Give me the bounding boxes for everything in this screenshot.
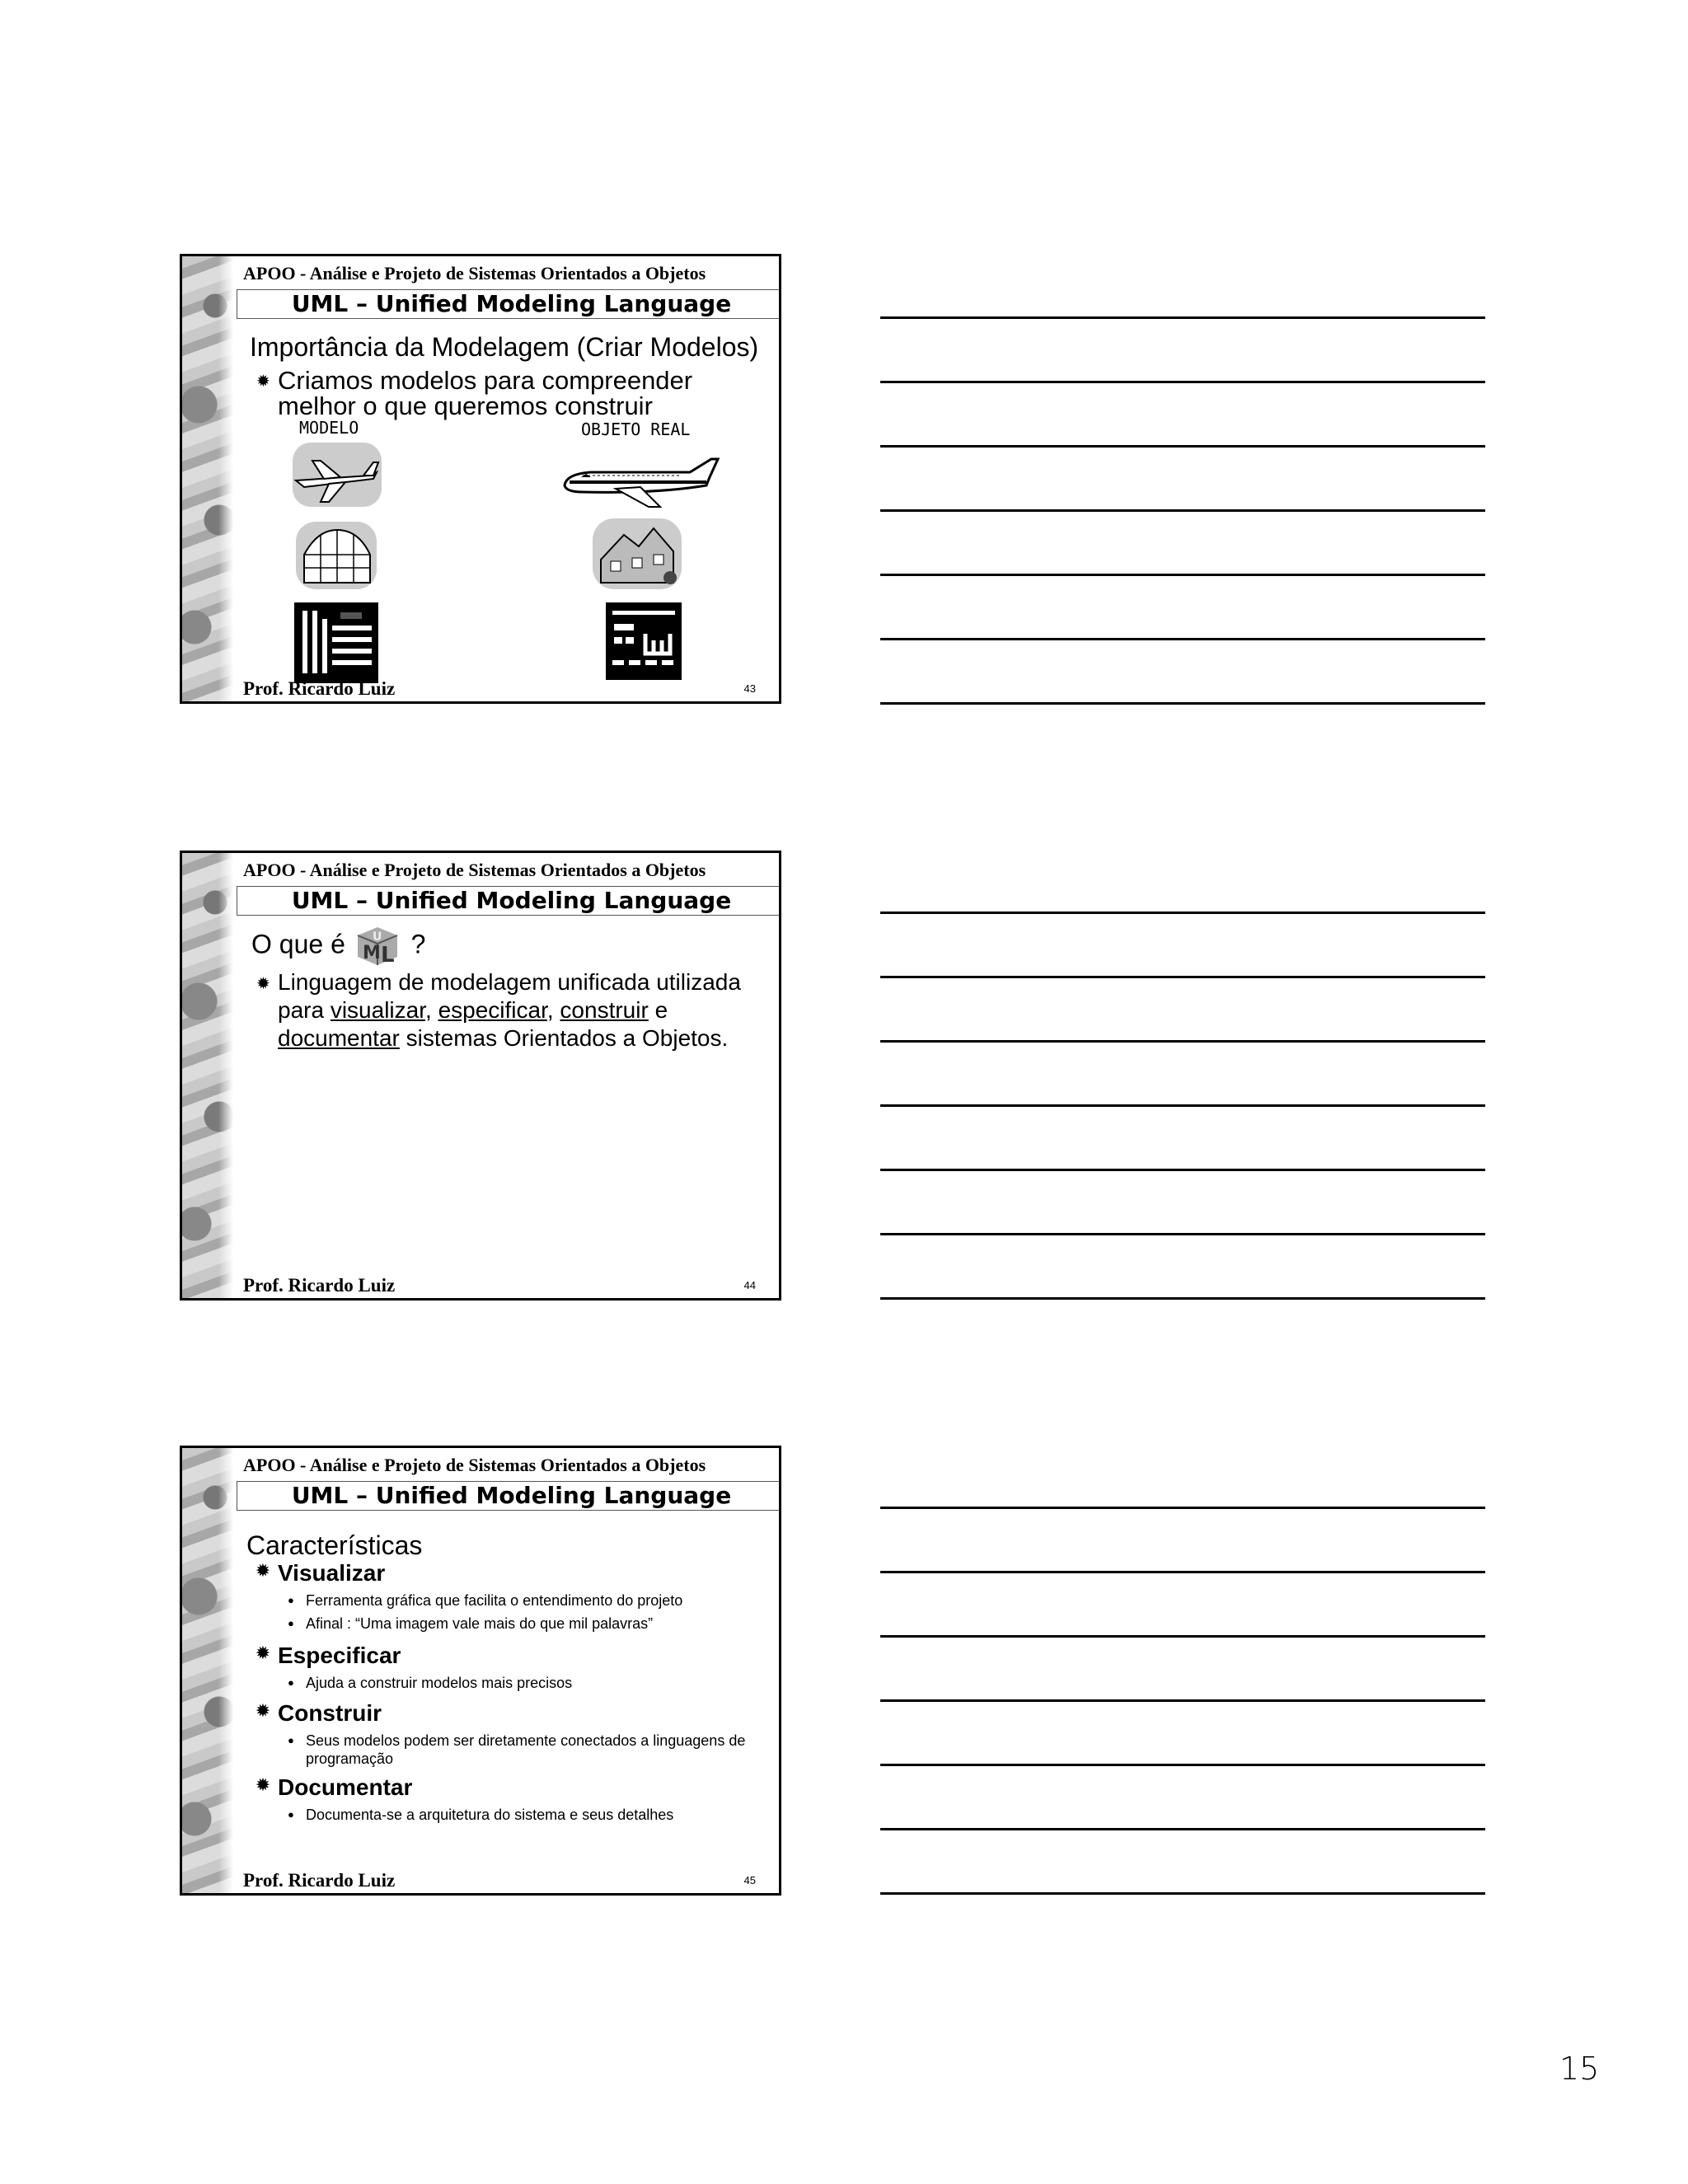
greenhouse-model-icon: [293, 518, 380, 593]
bullet-icon: ✹: [256, 975, 270, 993]
building-plan-icon: [604, 601, 683, 682]
heading-suffix: ?: [410, 929, 426, 959]
slide-footer: Prof. Ricardo Luiz: [243, 1275, 396, 1296]
bullet-line: documentar sistemas Orientados a Objetos.: [278, 1025, 729, 1051]
link-documentar: documentar: [278, 1025, 400, 1051]
note-line: [880, 912, 1485, 914]
gear-sidebar-image: [182, 256, 233, 701]
bullet-line: Linguagem de modelagem unificada utilizada: [278, 969, 741, 995]
uml-logo-icon: [354, 926, 402, 967]
label-real-object: OBJETO REAL: [581, 419, 691, 439]
slide-heading: Características: [246, 1530, 423, 1560]
slide-number: 44: [743, 1279, 756, 1291]
slide-title: UML – Unified Modeling Language: [237, 1481, 781, 1511]
note-line: [880, 1892, 1485, 1895]
note-line: [880, 316, 1485, 319]
sub-bullet-item: ● Ferramenta gráfica que facilita o entendimento do projeto: [288, 1592, 683, 1609]
gear-sidebar-image: [182, 1448, 233, 1893]
airliner-icon: [558, 452, 723, 510]
sub-bullet-item: ● Seus modelos podem ser diretamente conectados a linguagens de programação: [288, 1732, 746, 1767]
note-line: [880, 509, 1485, 512]
link-construir: construir: [560, 997, 649, 1023]
bullet-item: ✹ Documentar: [256, 1774, 413, 1800]
note-line: [880, 1571, 1485, 1573]
heading-prefix: O que é: [251, 929, 345, 959]
slide-title: UML – Unified Modeling Language: [237, 289, 781, 319]
link-especificar: especificar: [438, 997, 547, 1023]
slide-45: [180, 1446, 781, 1896]
sub-bullet-item: ● Ajuda a construir modelos mais precisos: [288, 1675, 573, 1691]
bullet-icon: ✹: [256, 1645, 270, 1662]
note-line: [880, 702, 1485, 705]
slide-footer: Prof. Ricardo Luiz: [243, 678, 396, 699]
sub-bullet-icon: ●: [288, 1808, 294, 1821]
note-line: [880, 1699, 1485, 1702]
bullet-item: [256, 968, 772, 1052]
bullet-icon: ✹: [256, 1703, 270, 1720]
slide-heading: [251, 926, 425, 967]
slide-heading: Importância da Modelagem (Criar Modelos): [250, 332, 759, 362]
note-line: [880, 638, 1485, 640]
sub-bullet-icon: ●: [288, 1594, 294, 1606]
bullet-item: [256, 366, 772, 420]
note-line: [880, 381, 1485, 383]
note-line: [880, 976, 1485, 978]
bullet-item: ✹ Visualizar: [256, 1560, 386, 1586]
slide-number: 43: [743, 682, 756, 695]
slide-43: [180, 254, 781, 704]
bullet-item: ✹ Construir: [256, 1700, 382, 1726]
slide-footer: Prof. Ricardo Luiz: [243, 1870, 396, 1891]
svg-text:U: U: [372, 930, 382, 944]
sub-bullet-icon: ●: [288, 1676, 294, 1689]
sub-bullet-icon: ●: [288, 1617, 294, 1629]
sub-bullet-icon: ●: [288, 1734, 294, 1746]
note-line: [880, 445, 1485, 448]
bullet-icon: ✹: [256, 373, 270, 391]
bullet-icon: ✹: [256, 1777, 270, 1794]
note-line: [880, 1764, 1485, 1766]
slide-header: APOO - Análise e Projeto de Sistemas Orientados a Objetos: [243, 263, 706, 284]
svg-text:M: M: [362, 943, 381, 963]
note-line: [880, 1297, 1485, 1300]
link-visualizar: visualizar: [330, 997, 425, 1023]
slide-44: [180, 851, 781, 1301]
bullet-line: Criamos modelos para compreender: [278, 366, 693, 395]
blueprint-model-icon: [291, 601, 382, 685]
svg-text:L: L: [380, 943, 395, 967]
bullet-icon: ✹: [256, 1563, 270, 1580]
note-line: [880, 1828, 1485, 1830]
slide-header: APOO - Análise e Projeto de Sistemas Orientados a Objetos: [243, 1455, 706, 1475]
note-line: [880, 1233, 1485, 1235]
note-line: [880, 1104, 1485, 1107]
note-line: [880, 1169, 1485, 1171]
note-line: [880, 1635, 1485, 1638]
bullet-line: para visualizar, especificar, construir e: [278, 997, 668, 1023]
note-line: [880, 1507, 1485, 1509]
gear-sidebar-image: [182, 853, 233, 1298]
slide-number: 45: [743, 1874, 756, 1886]
page-number: 15: [1559, 2050, 1600, 2087]
note-line: [880, 1040, 1485, 1043]
slide-header: APOO - Análise e Projeto de Sistemas Orientados a Objetos: [243, 860, 706, 880]
house-icon: [591, 513, 683, 593]
bullet-line: melhor o que queremos construir: [278, 391, 653, 420]
airplane-model-icon: [288, 439, 385, 510]
sub-bullet-item: ● Documenta-se a arquitetura do sistema e seus detalhes: [288, 1807, 674, 1823]
slide-title: UML – Unified Modeling Language: [237, 886, 781, 916]
label-model: MODELO: [299, 418, 359, 438]
sub-bullet-item: ● Afinal : “Uma imagem vale mais do que mil palavras”: [288, 1615, 654, 1632]
bullet-item: ✹ Especificar: [256, 1643, 401, 1668]
note-line: [880, 574, 1485, 576]
